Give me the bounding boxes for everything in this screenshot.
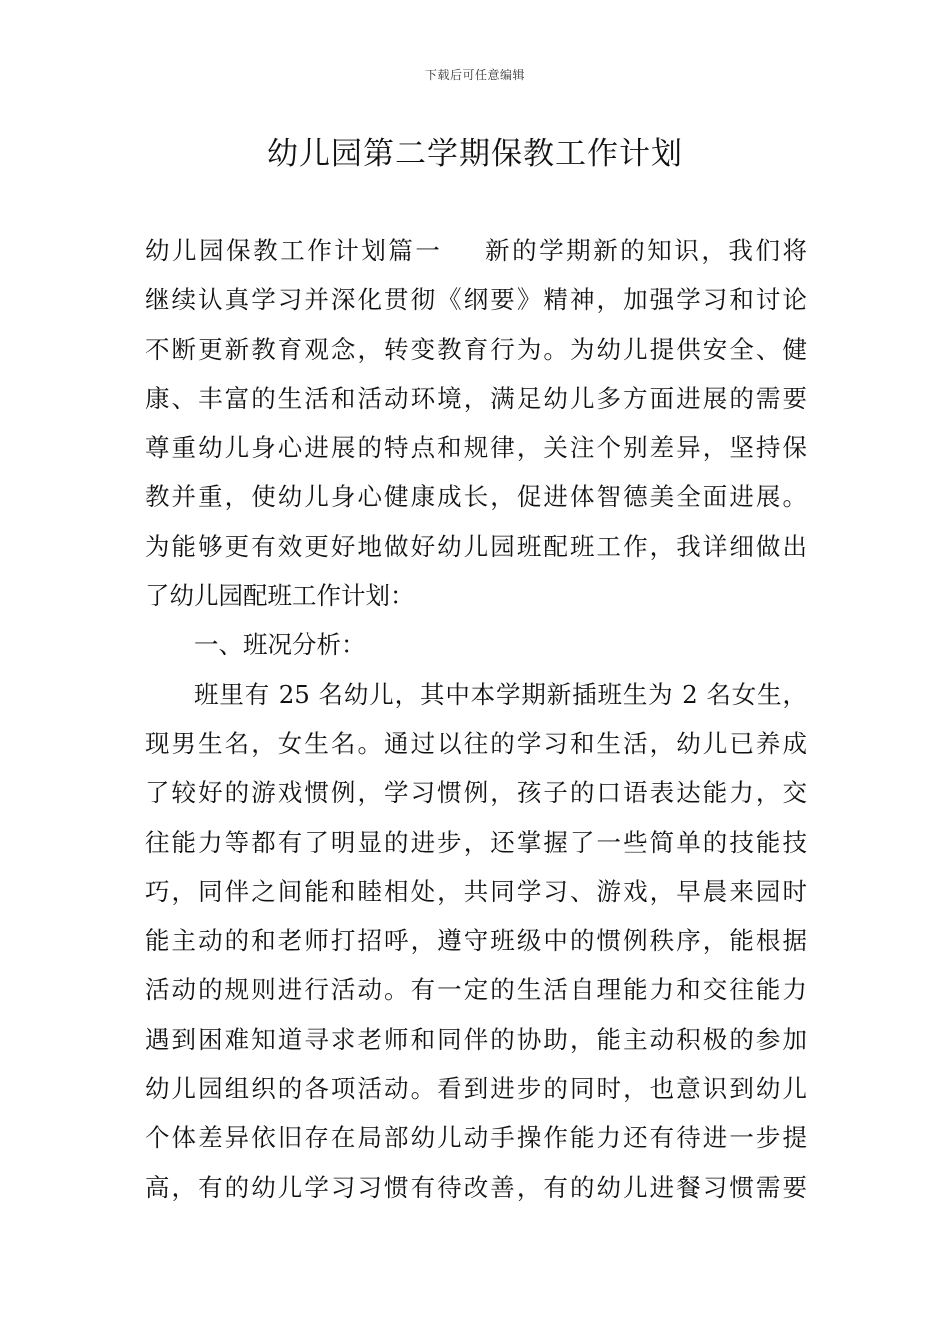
paragraph-line: 往能力等都有了明显的进步，还掌握了一些简单的技能技 [145, 827, 807, 857]
header-note: 下载后可任意编辑 [424, 68, 525, 82]
section-heading: 一、班况分析： [194, 630, 366, 660]
paragraph-line: 康、丰富的生活和活动环境，满足幼儿多方面进展的需要 [145, 383, 807, 413]
paragraph-line: 活动的规则进行活动。有一定的生活自理能力和交往能力 [145, 975, 807, 1005]
paragraph-line: 了较好的游戏惯例，学习惯例，孩子的口语表达能力，交 [145, 778, 807, 808]
page-title: 幼儿园第二学期保教工作计划 [267, 136, 683, 172]
paragraph-line: 幼儿园组织的各项活动。看到进步的同时，也意识到幼儿 [145, 1074, 807, 1104]
paragraph-text: 新的学期新的知识，我们将 [482, 236, 808, 265]
paragraph-line [145, 226, 807, 275]
paragraph-line: 尊重幼儿身心进展的特点和规律，关注个别差异，坚持保 [145, 433, 807, 463]
paragraph-line: 班里有 25 名幼儿，其中本学期新插班生为 2 名女生， [194, 679, 807, 709]
paragraph-line: 遇到困难知道寻求老师和同伴的协助，能主动积极的参加 [145, 1024, 807, 1054]
paragraph-line: 为能够更有效更好地做好幼儿园班配班工作，我详细做出 [145, 531, 807, 561]
document-body [145, 226, 807, 1212]
paragraph-line: 能主动的和老师打招呼，遵守班级中的惯例秩序，能根据 [145, 926, 807, 956]
paragraph-line: 不断更新教育观念，转变教育行为。为幼儿提供安全、健 [145, 334, 807, 364]
paragraph-line: 教并重，使幼儿身心健康成长，促进体智德美全面进展。 [145, 482, 807, 512]
paragraph-line: 巧，同伴之间能和睦相处，共同学习、游戏，早晨来园时 [145, 876, 807, 906]
paragraph-line: 现男生名，女生名。通过以往的学习和生活，幼儿已养成 [145, 728, 807, 758]
paragraph-line: 了幼儿园配班工作计划： [145, 581, 415, 611]
paragraph-line: 个体差异依旧存在局部幼儿动手操作能力还有待进一步提 [145, 1123, 807, 1153]
paragraph-line: 继续认真学习并深化贯彻《纲要》精神，加强学习和讨论 [145, 285, 807, 315]
paragraph-line: 高，有的幼儿学习习惯有待改善，有的幼儿进餐习惯需要 [145, 1172, 807, 1202]
paragraph-lead: 幼儿园保教工作计划篇一 [145, 236, 443, 265]
